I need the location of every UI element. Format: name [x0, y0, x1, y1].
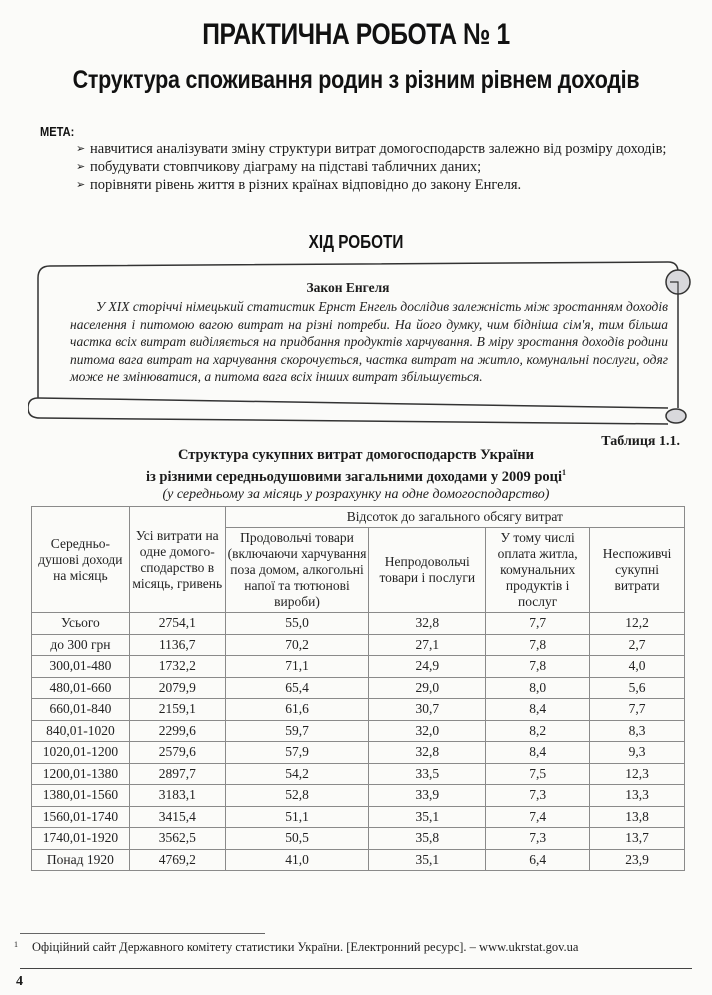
header-nonconsumer: Неспоживчі сукупні витрати	[590, 528, 685, 613]
cell-food: 52,8	[225, 785, 369, 807]
cell-housing: 8,4	[486, 699, 590, 721]
cell-total: 2754,1	[129, 613, 225, 635]
cell-nonconsumer: 9,3	[590, 742, 685, 764]
cell-nonfood: 32,8	[369, 742, 486, 764]
page-divider	[20, 968, 692, 969]
goal-text: побудувати стовпчикову діаграму на підставі табличних даних;	[90, 159, 482, 175]
engel-law-scroll-box	[28, 258, 694, 430]
cell-housing: 7,5	[486, 763, 590, 785]
arrowhead-bullet-icon: ➢	[76, 161, 86, 173]
page-number: 4	[16, 974, 23, 989]
cell-nonconsumer: 7,7	[590, 699, 685, 721]
table-row	[32, 720, 685, 742]
cell-nonfood: 30,7	[369, 699, 486, 721]
footnote-mark: 1	[14, 940, 18, 949]
cell-nonfood: 32,0	[369, 720, 486, 742]
cell-nonfood: 35,1	[369, 849, 486, 871]
table-number: Таблиця 1.1.	[601, 434, 680, 449]
cell-nonconsumer: 5,6	[590, 677, 685, 699]
cell-income: 480,01-660	[32, 677, 130, 699]
cell-food: 71,1	[225, 656, 369, 678]
header-total-expenses: Усі витрати на одне домого-сподарство в місяць, гривень	[129, 507, 225, 613]
cell-housing: 7,3	[486, 828, 590, 850]
cell-total: 3415,4	[129, 806, 225, 828]
goal-item	[76, 176, 696, 194]
cell-housing: 8,2	[486, 720, 590, 742]
arrowhead-bullet-icon: ➢	[76, 143, 86, 155]
header-housing: У тому числі оплата житла, комунальних продуктів і послуг	[486, 528, 590, 613]
cell-total: 4769,2	[129, 849, 225, 871]
cell-nonfood: 35,8	[369, 828, 486, 850]
cell-nonfood: 27,1	[369, 634, 486, 656]
cell-income: до 300 грн	[32, 634, 130, 656]
header-income: Середньо-душові доходи на місяць	[32, 507, 130, 613]
table-row	[32, 677, 685, 699]
footnote-divider	[20, 933, 265, 934]
cell-income: 1740,01-1920	[32, 828, 130, 850]
cell-nonfood: 35,1	[369, 806, 486, 828]
cell-nonconsumer: 23,9	[590, 849, 685, 871]
cell-income: 840,01-1020	[32, 720, 130, 742]
table-caption	[0, 446, 712, 504]
cell-income: Усього	[32, 613, 130, 635]
table-row	[32, 806, 685, 828]
caption-line2-text: із різними середньодушовими загальними доходами у 2009 році	[145, 468, 563, 485]
cell-nonconsumer: 13,8	[590, 806, 685, 828]
table-caption-line1: Структура сукупних витрат домогосподарств України	[177, 447, 535, 463]
table-row	[32, 763, 685, 785]
cell-nonfood: 33,9	[369, 785, 486, 807]
cell-nonconsumer: 8,3	[590, 720, 685, 742]
table-row	[32, 699, 685, 721]
cell-total: 3562,5	[129, 828, 225, 850]
cell-nonconsumer: 13,3	[590, 785, 685, 807]
table-row	[32, 849, 685, 871]
cell-nonfood: 32,8	[369, 613, 486, 635]
cell-housing: 7,4	[486, 806, 590, 828]
goal-text: навчитися аналізувати зміну структури витрат домогосподарств залежно від розміру доходів;	[90, 141, 667, 157]
table-row	[32, 742, 685, 764]
cell-nonfood: 24,9	[369, 656, 486, 678]
practical-work-subtitle: Структура споживання родин з різним рівнем доходів	[72, 66, 640, 94]
expenditure-structure-table	[31, 506, 685, 871]
header-percent-group: Відсоток до загального обсягу витрат	[225, 507, 684, 528]
table-row	[32, 828, 685, 850]
cell-total: 3183,1	[129, 785, 225, 807]
cell-income: 1380,01-1560	[32, 785, 130, 807]
cell-housing: 7,8	[486, 656, 590, 678]
cell-total: 2897,7	[129, 763, 225, 785]
cell-income: 1560,01-1740	[32, 806, 130, 828]
cell-nonconsumer: 12,2	[590, 613, 685, 635]
cell-total: 2079,9	[129, 677, 225, 699]
practical-work-title: ПРАКТИЧНА РОБОТА № 1	[202, 18, 510, 51]
table-row	[32, 634, 685, 656]
cell-food: 61,6	[225, 699, 369, 721]
cell-food: 50,5	[225, 828, 369, 850]
footnote	[14, 940, 578, 955]
cell-food: 51,1	[225, 806, 369, 828]
arrowhead-bullet-icon: ➢	[76, 179, 86, 191]
cell-housing: 8,0	[486, 677, 590, 699]
cell-food: 65,4	[225, 677, 369, 699]
table-row	[32, 656, 685, 678]
cell-total: 1136,7	[129, 634, 225, 656]
header-nonfood: Непродовольчі товари і послуги	[369, 528, 486, 613]
cell-income: Понад 1920	[32, 849, 130, 871]
procedure-title: ХІД РОБОТИ	[308, 232, 404, 252]
cell-total: 1732,2	[129, 656, 225, 678]
table-body	[32, 613, 685, 871]
cell-housing: 8,4	[486, 742, 590, 764]
footnote-text: Офіційний сайт Державного комітету статистики України. [Електронний ресурс]. – www.ukrstat.gov.ua	[32, 940, 579, 954]
cell-food: 41,0	[225, 849, 369, 871]
cell-housing: 7,3	[486, 785, 590, 807]
cell-income: 660,01-840	[32, 699, 130, 721]
table-row	[32, 785, 685, 807]
cell-nonconsumer: 12,3	[590, 763, 685, 785]
cell-food: 55,0	[225, 613, 369, 635]
cell-income: 1200,01-1380	[32, 763, 130, 785]
table-caption-line3: (у середньому за місяць у розрахунку на одне домогосподарство)	[162, 486, 550, 502]
footnote-reference: 1	[562, 468, 567, 477]
cell-nonfood: 33,5	[369, 763, 486, 785]
cell-total: 2579,6	[129, 742, 225, 764]
cell-food: 57,9	[225, 742, 369, 764]
cell-housing: 7,8	[486, 634, 590, 656]
goals-list	[76, 140, 696, 194]
cell-nonconsumer: 2,7	[590, 634, 685, 656]
goal-item	[76, 158, 696, 176]
engel-law-text: У XIX сторіччі німецький статистик Ернст Енгель дослідив залежність між зростанням доходів населення і питомою вагою витрат на різні потреби. На його думку, чим бідніша сім'я, тим більша частка всіх витрат виділяється на придбання продуктів харчування. В міру зростання доходів родини питома вага витрат на харчування скорочується, частка витрат на житло, комунальні послуги, одяг може не змінюватися, а питома вага всіх інших витрат збільшується.	[70, 299, 668, 384]
table-caption-line2	[0, 464, 712, 486]
cell-income: 300,01-480	[32, 656, 130, 678]
cell-income: 1020,01-1200	[32, 742, 130, 764]
cell-food: 54,2	[225, 763, 369, 785]
cell-food: 59,7	[225, 720, 369, 742]
goals-label: МЕТА:	[40, 124, 75, 139]
engel-law-title: Закон Енгеля	[306, 280, 390, 295]
cell-nonconsumer: 4,0	[590, 656, 685, 678]
table-row	[32, 613, 685, 635]
header-food: Продовольчі товари (включаючи харчування поза домом, алкогольні напої та тютюнові вироби)	[225, 528, 369, 613]
cell-nonfood: 29,0	[369, 677, 486, 699]
goal-item	[76, 140, 696, 158]
cell-total: 2159,1	[129, 699, 225, 721]
cell-nonconsumer: 13,7	[590, 828, 685, 850]
cell-housing: 6,4	[486, 849, 590, 871]
goal-text: порівняти рівень життя в різних країнах відповідно до закону Енгеля.	[90, 177, 522, 193]
cell-housing: 7,7	[486, 613, 590, 635]
cell-total: 2299,6	[129, 720, 225, 742]
cell-food: 70,2	[225, 634, 369, 656]
